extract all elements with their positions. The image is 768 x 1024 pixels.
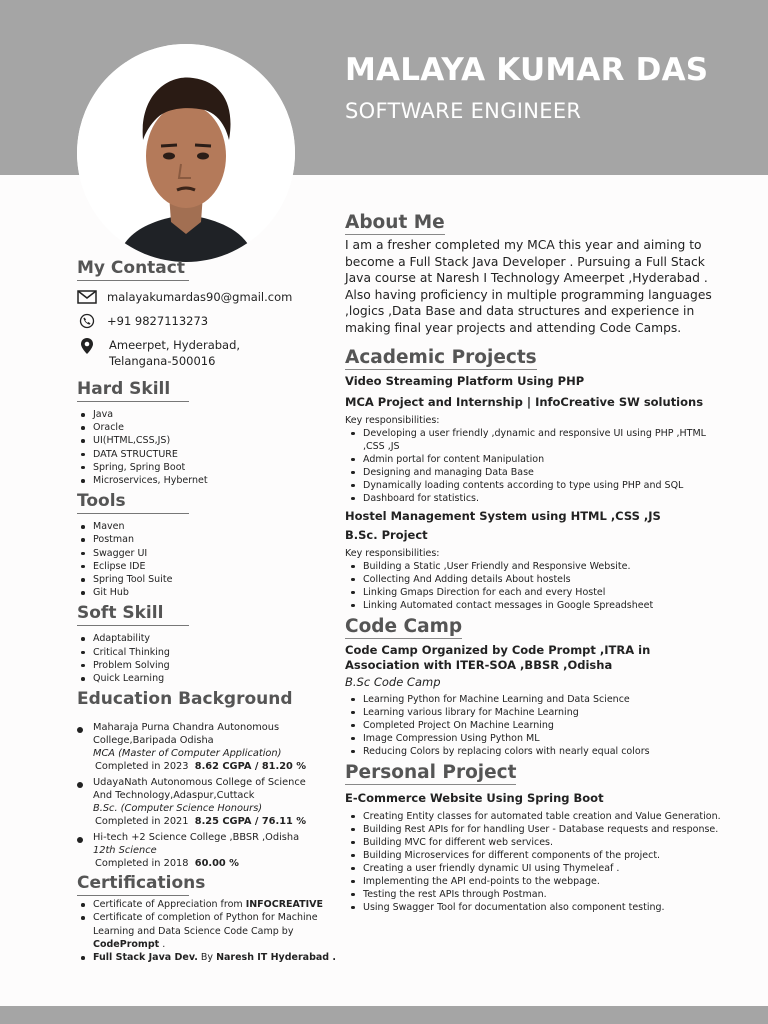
list-item: Building Rest APIs for for handling User - Database requests and response. xyxy=(345,823,725,836)
project-subtitle: B.Sc. Project xyxy=(345,527,428,542)
list-item: Reducing Colors by replacing colors with nearly equal colors xyxy=(345,745,725,758)
list-item: Building Microservices for different components of the project. xyxy=(345,849,725,862)
list-item: Dashboard for statistics. xyxy=(345,492,725,505)
about-text: I am a fresher completed my MCA this year and aiming to become a Full Stack Java Developer . Pursuing a Full Stack Java course at Naresh I Technology Ameerpet ,Hyderabad . Also having proficiency in multiple programming languages ,logics ,Data Base and data structures and experience in making final year projects and attending Code Camps. xyxy=(345,238,712,335)
list-item: Completed Project On Machine Learning xyxy=(345,719,725,732)
mail-icon xyxy=(77,289,97,305)
list-item: Swagger UI xyxy=(77,547,339,560)
code-camp-heading: Code Camp Organized by Code Prompt ,ITRA in Association with ITER-SOA ,BBSR ,Odisha xyxy=(345,642,651,672)
list-item: Problem Solving xyxy=(77,659,339,672)
list-item: Postman xyxy=(77,533,339,546)
list-item: UI(HTML,CSS,JS) xyxy=(77,434,339,447)
about-title: About Me xyxy=(345,212,445,233)
list-item: Certificate of completion of Python for Machine Learning and Data Science Code Camp by CodePrompt . xyxy=(77,911,339,951)
score: 60.00 % xyxy=(194,858,239,870)
list-item: Critical Thinking xyxy=(77,646,339,659)
list-item: Building a Static ,User Friendly and Responsive Website. xyxy=(345,560,725,573)
list-item: Dynamically loading contents according to type using PHP and SQL xyxy=(345,479,725,492)
candidate-name: MALAYA KUMAR DAS xyxy=(345,52,709,88)
list-item: Using Swagger Tool for documentation also component testing. xyxy=(345,901,725,914)
candidate-role: SOFTWARE ENGINEER xyxy=(345,99,582,123)
contact-title: My Contact xyxy=(77,258,189,281)
list-item: Collecting And Adding details About hostels xyxy=(345,573,725,586)
personal-project-list xyxy=(345,810,725,914)
list-item: Developing a user friendly ,dynamic and responsive UI using PHP ,HTML ,CSS ,JS xyxy=(345,427,725,453)
address-line2: Telangana-500016 xyxy=(109,354,216,368)
footer-band xyxy=(0,1006,768,1024)
contact-address xyxy=(77,337,339,369)
list-item: Designing and managing Data Base xyxy=(345,466,725,479)
phone-icon xyxy=(77,313,97,329)
list-item: Creating a user friendly dynamic UI using Thymeleaf . xyxy=(345,862,725,875)
phone-text: +91 9827113273 xyxy=(107,314,209,328)
project-list xyxy=(345,560,725,612)
school-name: And Technology,Adaspur,Cuttack xyxy=(93,790,255,802)
completed-year: Completed in 2023 xyxy=(95,761,189,773)
education-item xyxy=(77,721,339,773)
key-responsibilities: Key responsibilities: xyxy=(345,547,440,559)
school-name: Hi-tech +2 Science College ,BBSR ,Odisha xyxy=(93,832,300,844)
list-item: Quick Learning xyxy=(77,672,339,685)
address-line1: Ameerpet, Hyderabad, xyxy=(109,338,241,352)
code-camp-title: Code Camp xyxy=(345,615,463,637)
list-item: Oracle xyxy=(77,421,339,434)
list-item: Spring, Spring Boot xyxy=(77,461,339,474)
education-list xyxy=(77,721,339,870)
list-item: Building MVC for different web services. xyxy=(345,836,725,849)
academic-title: Academic Projects xyxy=(345,346,537,368)
list-item: Linking Gmaps Direction for each and every Hostel xyxy=(345,586,725,599)
contact-email[interactable] xyxy=(77,289,339,305)
certifications-list xyxy=(77,898,339,964)
code-camp-list xyxy=(345,693,725,758)
list-item: Learning various library for Machine Learning xyxy=(345,706,725,719)
list-item: Java xyxy=(77,408,339,421)
soft-skill-title: Soft Skill xyxy=(77,603,189,626)
project-title: Hostel Management System using HTML ,CSS ,JS xyxy=(345,508,661,523)
list-item: DATA STRUCTURE xyxy=(77,448,339,461)
list-item: Git Hub xyxy=(77,586,339,599)
list-item: Admin portal for content Manipulation xyxy=(345,453,725,466)
right-column xyxy=(345,212,725,914)
degree: B.Sc. (Computer Science Honours) xyxy=(93,803,263,815)
project-subtitle: MCA Project and Internship | InfoCreative SW solutions xyxy=(345,394,704,409)
degree: 12th Science xyxy=(93,845,157,857)
project-title: Video Streaming Platform Using PHP xyxy=(345,373,585,388)
personal-project-heading: E-Commerce Website Using Spring Boot xyxy=(345,790,604,805)
degree: MCA (Master of Computer Application) xyxy=(93,748,282,760)
email-text: malayakumardas90@gmail.com xyxy=(107,290,293,304)
tools-list xyxy=(77,520,339,599)
list-item: Microservices, Hybernet xyxy=(77,474,339,487)
completed-year: Completed in 2021 xyxy=(95,816,189,828)
score: 8.25 CGPA / 76.11 % xyxy=(194,816,307,828)
list-item: Image Compression Using Python ML xyxy=(345,732,725,745)
list-item: Eclipse IDE xyxy=(77,560,339,573)
education-item xyxy=(77,776,339,828)
key-responsibilities: Key responsibilities: xyxy=(345,414,440,426)
code-camp-subtitle: B.Sc Code Camp xyxy=(345,674,441,689)
education-item xyxy=(77,831,339,870)
left-column xyxy=(77,258,339,964)
list-item: Learning Python for Machine Learning and Data Science xyxy=(345,693,725,706)
location-pin-icon xyxy=(77,337,97,355)
education-title: Education Background xyxy=(77,689,293,710)
list-item: Adaptability xyxy=(77,632,339,645)
list-item: Certificate of Appreciation from INFOCREATIVE xyxy=(77,898,339,911)
hard-skill-list xyxy=(77,408,339,487)
list-item: Spring Tool Suite xyxy=(77,573,339,586)
list-item: Full Stack Java Dev. By Naresh IT Hyderabad . xyxy=(77,951,339,964)
school-name: UdayaNath Autonomous College of Science xyxy=(93,777,306,789)
hard-skill-title: Hard Skill xyxy=(77,379,189,402)
certifications-title: Certifications xyxy=(77,873,189,896)
list-item: Testing the rest APIs through Postman. xyxy=(345,888,725,901)
list-item: Implementing the API end-points to the webpage. xyxy=(345,875,725,888)
personal-project-title: Personal Project xyxy=(345,761,517,783)
tools-title: Tools xyxy=(77,491,189,514)
list-item: Creating Entity classes for automated table creation and Value Generation. xyxy=(345,810,725,823)
project-list xyxy=(345,427,725,505)
contact-phone[interactable] xyxy=(77,313,339,329)
school-name: College,Baripada Odisha xyxy=(93,735,214,747)
profile-photo xyxy=(77,44,295,262)
soft-skill-list xyxy=(77,632,339,685)
school-name: Maharaja Purna Chandra Autonomous xyxy=(93,722,280,734)
list-item: Linking Automated contact messages in Google Spreadsheet xyxy=(345,599,725,612)
list-item: Maven xyxy=(77,520,339,533)
score: 8.62 CGPA / 81.20 % xyxy=(194,761,307,773)
completed-year: Completed in 2018 xyxy=(95,858,189,870)
